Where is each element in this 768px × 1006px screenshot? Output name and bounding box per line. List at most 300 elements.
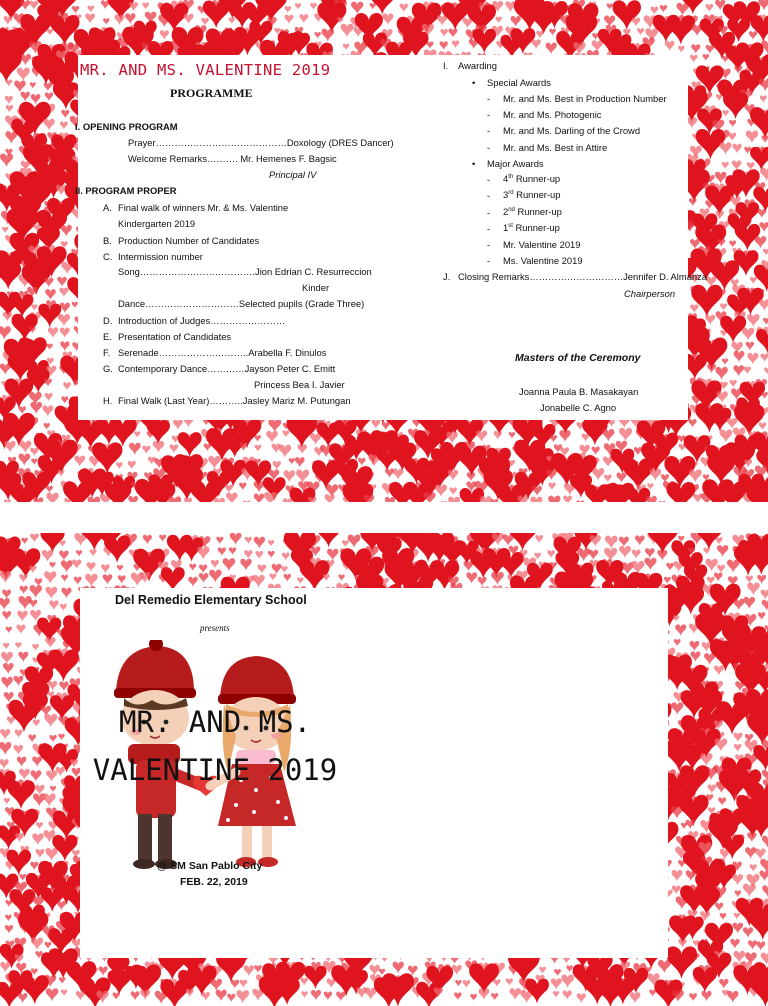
heart-icon [619,428,632,441]
heart-icon [693,494,702,502]
heart-icon [42,550,53,562]
heart-icon [635,535,645,545]
heart-icon [393,469,404,480]
heart-icon [199,565,207,574]
heart-icon [29,1,38,10]
heart-icon [44,714,57,728]
heart-icon [509,432,515,439]
heart-icon [645,548,655,558]
heart-icon [720,913,727,920]
heart-icon [732,874,743,885]
heart-icon [18,406,26,414]
heart-icon [341,24,354,37]
heart-icon [493,979,500,987]
welcome-label: Welcome Remarks………. [128,153,238,164]
runner-up-4 [503,173,560,184]
heart-icon [19,454,31,466]
programme-event-title: MR. AND MS. VALENTINE 2019 [80,61,331,79]
heart-icon [720,429,733,442]
heart-icon [632,18,640,27]
heart-icon [4,441,15,453]
heart-icon [5,96,13,104]
heart-icon [690,651,700,661]
heart-icon [672,870,683,881]
heart-icon [29,600,37,608]
heart-icon [101,564,110,573]
heart-icon [296,469,309,483]
heart-icon [742,328,754,341]
heart-icon [19,574,27,583]
heart-icon [757,209,766,218]
heart-icon [327,549,338,561]
heart-icon [20,0,30,10]
emcee-title: Masters of the Ceremony [515,352,641,364]
heart-icon [592,446,600,455]
song-value: Jion Edrian C. Resurreccion [255,266,372,277]
heart-icon [170,444,179,453]
heart-icon [701,991,711,1002]
heart-icon [2,227,8,233]
heart-icon [258,564,267,573]
heart-icon [43,793,56,806]
heart-icon [686,820,695,829]
heart-icon [0,51,22,83]
song-label: Song………………………………. [118,266,255,277]
heart-icon [506,978,513,985]
heart-icon [17,611,27,622]
heart-icon [43,423,49,430]
heart-icon [450,487,457,495]
special-award-1: Mr. and Ms. Best in Production Number [503,93,667,104]
heart-icon [60,604,67,611]
heart-icon [746,486,768,502]
heart-icon [704,653,715,665]
heart-icon [759,870,768,881]
heart-icon [322,29,335,42]
heart-icon [382,422,390,430]
item-f-text: Serenade………………………..Arabella F. Dinulos [118,347,327,358]
heart-icon [35,578,43,586]
heart-icon [315,32,321,39]
dash-icon: - [487,223,491,234]
heart-icon [216,990,227,1002]
heart-icon [311,990,321,1001]
heart-icon [209,570,222,583]
heart-icon [720,142,732,155]
heart-icon [297,577,303,584]
heart-icon [72,302,78,308]
item-b-text: Production Number of Candidates [118,235,260,246]
heart-icon [760,859,768,873]
heart-icon [454,992,461,1000]
heart-icon [761,590,768,600]
heart-icon [15,833,24,842]
heart-icon [690,239,700,249]
special-award-4: Mr. and Ms. Best in Attire [503,142,608,153]
heart-icon [268,419,281,433]
heart-icon [551,978,562,989]
heart-icon [646,496,657,502]
event-date: FEB. 22, 2019 [180,876,248,888]
heart-icon [473,29,496,54]
heart-icon [566,965,573,972]
heart-icon [671,702,683,714]
school-name: Del Remedio Elementary School [115,593,307,607]
heart-icon [476,430,487,442]
heart-icon [231,980,239,989]
heart-icon [733,599,744,610]
heart-icon [59,288,68,297]
heart-icon [577,993,586,1003]
heart-icon [351,2,363,15]
heart-icon [592,33,599,40]
heart-icon [5,915,11,922]
heart-icon [372,420,381,429]
heart-icon [7,716,15,725]
heart-icon [57,901,66,910]
heart-icon [1,677,12,689]
heart-icon [19,769,30,780]
heart-icon [703,548,710,555]
heart-icon [229,547,236,555]
mr-valentine-award: Mr. Valentine 2019 [503,239,581,250]
heart-icon [554,969,561,976]
item-e-text: Presentation of Candidates [118,331,232,342]
heart-icon [511,16,521,27]
heart-icon [336,992,345,1002]
item-a-line2: Kindergarten 2019 [118,218,196,229]
heart-icon [448,28,457,37]
heart-icon [325,494,335,502]
heart-icon [743,927,753,938]
heart-icon [254,435,261,442]
item-c-text: Intermission number [118,251,203,262]
heart-icon [208,456,220,469]
heart-icon [494,431,502,440]
item-g-letter: G. [103,363,113,374]
heart-icon [759,78,768,91]
heart-icon [448,470,458,481]
heart-icon [674,639,681,646]
closing-remarks: Closing Remarks…………………………Jennifer D. Almanza [458,271,708,282]
prayer-label: Prayer…………………………………… [128,137,287,148]
dash-icon: - [487,125,491,136]
special-awards-label: Special Awards [487,77,551,88]
heart-icon [758,612,766,620]
item-i-letter: I. [443,60,449,71]
awarding-title: Awarding [458,60,497,71]
heart-icon [5,925,13,934]
runner-up-2 [503,206,562,217]
emcee-name-2: Jonabelle C. Agno [540,402,617,413]
heart-icon [440,29,447,37]
item-f-letter: F. [103,347,111,358]
heart-icon [61,110,69,118]
heart-icon [749,912,768,940]
cover-title-line1: MR. AND MS. [118,705,312,739]
bullet-icon: • [472,77,476,88]
heart-icon [727,560,739,573]
closing-role: Chairperson [624,288,676,299]
heart-icon [659,501,666,502]
dash-icon: - [487,109,491,120]
heart-icon [750,277,757,284]
heart-icon [715,367,727,380]
heart-icon [702,642,711,652]
heart-icon [273,461,281,470]
heart-icon [229,17,235,24]
heart-icon [719,979,728,989]
dash-icon: - [487,239,491,250]
item-e-letter: E. [103,331,112,342]
heart-icon [619,546,631,558]
heart-icon [113,992,120,1000]
heart-icon [128,461,136,469]
heart-icon [6,105,13,113]
heart-icon [30,533,39,542]
heart-icon [8,700,39,733]
heart-icon [31,770,42,781]
heart-icon [437,15,447,26]
heart-icon [503,534,514,546]
heart-icon [59,540,65,547]
heart-icon [536,31,543,39]
heart-icon [76,550,82,556]
heart-icon [602,429,614,442]
heart-icon [463,980,471,988]
heart-icon [30,862,38,870]
heart-icon [295,457,305,467]
heart-icon [142,446,150,454]
heart-icon [446,432,457,444]
heart-icon [43,119,54,131]
heart-icon [45,587,57,599]
heart-icon [61,560,73,572]
heart-icon [19,596,32,610]
heart-icon [637,28,644,35]
heart-icon [681,823,687,829]
heart-icon [3,663,14,674]
item-b-letter: B. [103,235,112,246]
heart-icon [16,625,25,634]
heart-icon [21,538,27,545]
heart-icon [36,849,45,858]
heart-icon [734,744,742,752]
runner-text: Runner-up [512,222,560,233]
heart-icon [134,431,140,438]
heart-icon [59,681,68,691]
heart-icon [159,534,166,541]
heart-icon [35,785,45,795]
heart-icon [44,82,52,91]
heart-icon [452,40,459,48]
heart-icon [761,354,768,362]
heart-icon [613,0,641,30]
heart-icon [553,991,559,998]
heart-icon [244,550,252,559]
heart-icon [317,533,340,547]
heart-icon [358,458,366,466]
heart-icon [759,222,768,232]
heart-icon [47,343,53,349]
heart-icon [756,941,765,950]
heart-icon [118,575,126,583]
heart-icon [525,979,549,1004]
heart-icon [268,551,275,558]
heart-icon [240,980,248,988]
heart-icon [240,559,251,571]
heart-icon [324,991,332,1000]
heart-icon [33,719,40,726]
heart-icon [563,990,572,999]
presents-text: presents [200,623,230,633]
heart-icon [31,94,41,104]
heart-icon [619,537,629,547]
program-proper-title: II. PROGRAM PROPER [75,185,177,196]
heart-icon [0,326,11,339]
ms-valentine-award: Ms. Valentine 2019 [503,255,583,266]
heart-icon [284,15,293,24]
dash-icon: - [487,174,491,185]
heart-icon [268,540,274,547]
heart-icon [755,848,766,859]
heart-icon [4,16,12,25]
heart-icon [747,314,759,327]
heart-icon [673,615,679,621]
heart-icon [30,448,38,456]
heart-icon [689,198,697,206]
heart-icon [728,133,736,141]
heart-icon [85,574,98,587]
heart-icon [707,577,715,585]
heart-icon [582,433,590,441]
heart-icon [131,991,140,1000]
heart-icon [733,365,744,376]
heart-icon [0,598,10,610]
opening-program-title: I. OPENING PROGRAM [75,121,178,132]
dance-value: Selected pupils (Grade Three) [238,298,365,309]
item-h-letter: H. [103,395,113,406]
heart-icon [686,870,697,881]
heart-icon [45,92,53,101]
heart-icon [563,496,572,502]
heart-icon [211,560,219,568]
special-award-3: Mr. and Ms. Darling of the Crowd [503,125,641,136]
bullet-icon: • [472,158,476,169]
heart-icon [28,734,36,742]
heart-icon [17,68,30,81]
heart-icon [588,550,598,560]
heart-icon [576,500,584,502]
heart-icon [90,549,97,556]
runner-sup: th [508,173,514,180]
heart-icon [763,249,768,256]
heart-icon [29,585,41,598]
heart-icon [651,7,659,15]
heart-icon [749,31,757,40]
heart-icon [109,418,137,447]
heart-icon [561,975,574,988]
heart-icon [732,161,741,171]
heart-icon [539,967,546,974]
heart-icon [703,54,710,61]
heart-icon [45,942,52,949]
heart-icon [61,588,71,599]
heart-icon [14,80,25,92]
heart-icon [690,55,698,63]
heart-icon [743,884,756,897]
heart-icon [281,566,287,573]
runner-num: 1 [503,222,509,233]
heart-icon [658,960,671,973]
heart-icon [746,342,754,351]
heart-icon [762,836,768,848]
heart-icon [385,497,395,502]
heart-icon [295,3,301,9]
heart-icon [201,18,208,26]
runner-sup: st [508,222,513,229]
heart-icon [689,469,702,482]
heart-icon [348,534,361,547]
heart-icon [0,729,10,740]
heart-icon [727,991,738,1003]
heart-icon [230,533,242,545]
heart-icon [103,574,113,584]
heart-icon [548,483,555,491]
heart-icon [756,329,768,354]
heart-icon [715,903,723,912]
heart-icon [478,577,487,586]
heart-icon [60,121,68,129]
heart-icon [19,441,31,453]
heart-icon [49,735,56,743]
heart-icon [734,351,745,362]
item-d-letter: D. [103,315,113,326]
special-award-2: Mr. and Ms. Photogenic [503,109,602,120]
heart-icon [160,30,169,39]
heart-icon [755,236,767,248]
heart-icon [735,890,742,897]
heart-icon [717,545,728,557]
heart-icon [435,484,447,496]
heart-icon [665,41,675,51]
heart-icon [14,676,24,686]
runner-text: Runner-up [513,189,561,200]
heart-icon [285,6,292,13]
heart-icon [761,135,768,143]
heart-icon [664,577,671,584]
heart-icon [189,564,196,571]
heart-icon [213,498,225,502]
heart-icon [0,153,13,167]
heart-icon [301,991,307,998]
heart-icon [15,729,23,737]
heart-icon [255,551,263,559]
heart-icon [18,652,28,662]
heart-icon [747,162,755,170]
heart-icon [747,582,759,595]
heart-icon [706,4,714,12]
heart-icon [722,162,729,169]
heart-icon [31,459,37,465]
dash-icon: - [487,190,491,201]
heart-icon [20,586,28,594]
prayer-value: Doxology (DRES Dancer) [286,137,394,148]
major-awards-label: Major Awards [487,158,544,169]
heart-icon [734,913,740,919]
heart-icon [74,577,82,585]
heart-icon [1,652,13,664]
